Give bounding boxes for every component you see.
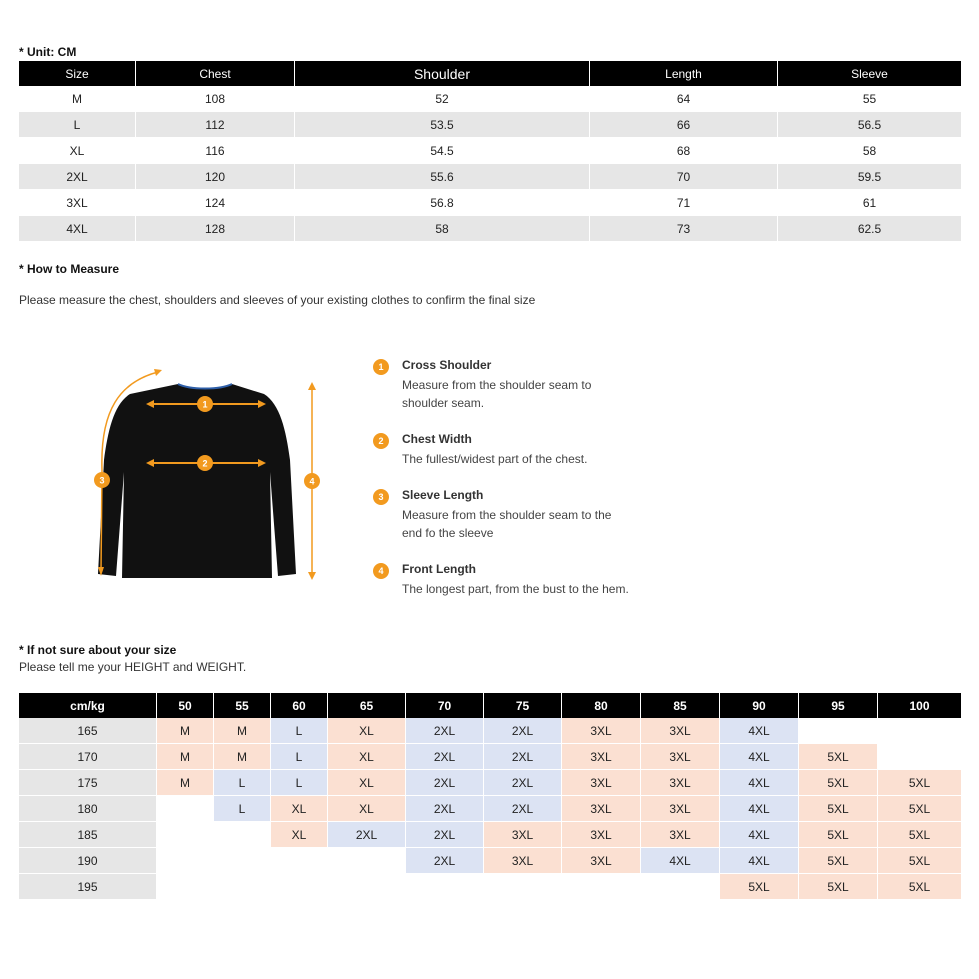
how-to-measure-title: * How to Measure	[19, 262, 120, 276]
size-cell: L	[19, 112, 136, 138]
size-row	[19, 112, 962, 138]
size-cell: M	[19, 86, 136, 112]
weight-header-cell: 95	[799, 693, 878, 718]
column-header-shoulder: Shoulder	[295, 61, 590, 86]
corner-header: cm/kg	[19, 693, 157, 718]
recommended-size-cell: XL	[328, 718, 406, 744]
size-cell: 124	[136, 190, 295, 216]
recommended-size-cell: 3XL	[641, 718, 720, 744]
size-cell: 53.5	[295, 112, 590, 138]
recommended-size-cell: 4XL	[720, 796, 799, 822]
size-cell: 3XL	[19, 190, 136, 216]
recommended-size-cell: 5XL	[799, 770, 878, 796]
recommended-size-cell	[406, 874, 484, 900]
svg-text:1: 1	[202, 399, 208, 410]
recommended-size-cell	[214, 874, 271, 900]
weight-header-cell: 90	[720, 693, 799, 718]
size-cell: 52	[295, 86, 590, 112]
recommended-size-cell: 4XL	[720, 744, 799, 770]
size-cell: 120	[136, 164, 295, 190]
recommended-size-cell: XL	[271, 822, 328, 848]
size-cell: 58	[778, 138, 962, 164]
number-badge: 3	[373, 489, 389, 505]
size-cell: 55.6	[295, 164, 590, 190]
recommended-size-cell: M	[157, 744, 214, 770]
size-row	[19, 86, 962, 112]
legend-description: Measure from the shoulder seam to the end fo the sleeve	[402, 508, 612, 540]
weight-header-cell: 85	[641, 693, 720, 718]
svg-text:3: 3	[99, 475, 105, 486]
recommended-size-cell	[878, 744, 962, 770]
weight-header-row	[19, 693, 962, 718]
recommended-size-cell	[214, 822, 271, 848]
recommended-size-cell: 2XL	[406, 718, 484, 744]
size-cell: 55	[778, 86, 962, 112]
recommended-size-cell: M	[157, 770, 214, 796]
recommended-size-cell: XL	[271, 796, 328, 822]
height-cell: 165	[19, 718, 157, 744]
legend-title: Cross Shoulder	[402, 358, 492, 372]
recommended-size-cell: XL	[328, 770, 406, 796]
number-badge: 4	[373, 563, 389, 579]
recommended-size-cell	[878, 718, 962, 744]
column-header-sleeve: Sleeve	[778, 61, 962, 86]
recommended-size-cell: 5XL	[799, 822, 878, 848]
size-cell: 73	[590, 216, 778, 242]
recommended-size-cell: 5XL	[799, 796, 878, 822]
recommended-size-cell: 4XL	[720, 718, 799, 744]
recommended-size-cell	[271, 874, 328, 900]
recommended-size-cell: M	[214, 744, 271, 770]
number-badge: 2	[373, 433, 389, 449]
size-cell: 58	[295, 216, 590, 242]
diagram-badge-1	[197, 396, 213, 412]
recommended-size-cell: L	[271, 770, 328, 796]
recommended-size-cell: 2XL	[484, 744, 562, 770]
column-header-chest: Chest	[136, 61, 295, 86]
recommended-size-cell	[271, 848, 328, 874]
height-cell: 175	[19, 770, 157, 796]
recommended-size-cell: 3XL	[641, 770, 720, 796]
size-row	[19, 164, 962, 190]
recommended-size-cell: 2XL	[406, 744, 484, 770]
recommended-size-cell: 2XL	[406, 848, 484, 874]
size-cell: 112	[136, 112, 295, 138]
recommended-size-cell: 5XL	[720, 874, 799, 900]
recommended-size-cell: L	[214, 796, 271, 822]
recommended-size-cell: M	[157, 718, 214, 744]
recommended-size-cell: 5XL	[878, 874, 962, 900]
recommended-size-cell: 2XL	[484, 718, 562, 744]
diagram-badge-3	[94, 472, 110, 488]
recommended-size-cell: 2XL	[406, 796, 484, 822]
recommended-size-cell: 3XL	[641, 822, 720, 848]
height-cell: 170	[19, 744, 157, 770]
legend-title: Front Length	[402, 562, 476, 576]
recommended-size-cell: 5XL	[878, 848, 962, 874]
recommended-size-cell: 5XL	[878, 796, 962, 822]
recommended-size-cell: 4XL	[641, 848, 720, 874]
weight-header-cell: 55	[214, 693, 271, 718]
recommended-size-cell	[328, 848, 406, 874]
height-row	[19, 848, 962, 874]
height-row	[19, 874, 962, 900]
recommended-size-cell: L	[271, 744, 328, 770]
diagram-badge-4	[304, 473, 320, 489]
recommended-size-cell: 2XL	[484, 796, 562, 822]
garment-diagram	[80, 360, 340, 600]
recommended-size-cell: XL	[328, 796, 406, 822]
size-row	[19, 138, 962, 164]
size-chart-table	[19, 61, 962, 242]
recommended-size-cell: 3XL	[562, 744, 641, 770]
size-cell: 71	[590, 190, 778, 216]
height-cell: 195	[19, 874, 157, 900]
recommended-size-cell: 3XL	[484, 822, 562, 848]
height-row	[19, 796, 962, 822]
size-cell: 54.5	[295, 138, 590, 164]
height-weight-table	[19, 693, 962, 900]
recommended-size-cell	[484, 874, 562, 900]
recommended-size-cell: M	[214, 718, 271, 744]
recommended-size-cell: 5XL	[878, 770, 962, 796]
size-cell: 4XL	[19, 216, 136, 242]
recommended-size-cell	[157, 874, 214, 900]
recommended-size-cell: 5XL	[799, 874, 878, 900]
measure-instruction: Please measure the chest, shoulders and sleeves of your existing clothes to confirm the final size	[19, 293, 536, 307]
recommended-size-cell	[157, 822, 214, 848]
size-cell: 70	[590, 164, 778, 190]
size-cell: 61	[778, 190, 962, 216]
size-advice-title: * If not sure about your size	[19, 643, 177, 657]
recommended-size-cell	[562, 874, 641, 900]
recommended-size-cell: XL	[328, 744, 406, 770]
recommended-size-cell: 2XL	[484, 770, 562, 796]
recommended-size-cell	[214, 848, 271, 874]
size-cell: 59.5	[778, 164, 962, 190]
column-header-size: Size	[19, 61, 136, 86]
weight-header-cell: 75	[484, 693, 562, 718]
height-row	[19, 718, 962, 744]
recommended-size-cell	[641, 874, 720, 900]
recommended-size-cell: 2XL	[328, 822, 406, 848]
height-cell: 185	[19, 822, 157, 848]
recommended-size-cell: 3XL	[562, 796, 641, 822]
recommended-size-cell: 2XL	[406, 822, 484, 848]
weight-header-cell: 100	[878, 693, 962, 718]
recommended-size-cell: 5XL	[799, 744, 878, 770]
recommended-size-cell: 5XL	[799, 848, 878, 874]
weight-header-cell: 65	[328, 693, 406, 718]
size-cell: 116	[136, 138, 295, 164]
recommended-size-cell	[157, 796, 214, 822]
diagram-badge-2	[197, 455, 213, 471]
recommended-size-cell: 3XL	[562, 848, 641, 874]
recommended-size-cell	[157, 848, 214, 874]
size-cell: 56.8	[295, 190, 590, 216]
recommended-size-cell	[799, 718, 878, 744]
size-cell: 2XL	[19, 164, 136, 190]
height-row	[19, 822, 962, 848]
recommended-size-cell: L	[214, 770, 271, 796]
recommended-size-cell: 3XL	[562, 822, 641, 848]
size-cell: XL	[19, 138, 136, 164]
height-row	[19, 770, 962, 796]
recommended-size-cell: 2XL	[406, 770, 484, 796]
weight-header-cell: 80	[562, 693, 641, 718]
size-cell: 64	[590, 86, 778, 112]
size-cell: 108	[136, 86, 295, 112]
size-chart-header-row	[19, 61, 962, 86]
legend-description: The fullest/widest part of the chest.	[402, 452, 588, 466]
recommended-size-cell: 3XL	[641, 796, 720, 822]
size-cell: 62.5	[778, 216, 962, 242]
recommended-size-cell: 3XL	[641, 744, 720, 770]
legend-title: Chest Width	[402, 432, 472, 446]
height-cell: 190	[19, 848, 157, 874]
size-cell: 128	[136, 216, 295, 242]
svg-text:4: 4	[309, 476, 315, 487]
recommended-size-cell: 3XL	[484, 848, 562, 874]
svg-text:2: 2	[202, 458, 208, 469]
recommended-size-cell: 4XL	[720, 770, 799, 796]
recommended-size-cell: 3XL	[562, 718, 641, 744]
size-row	[19, 216, 962, 242]
size-cell: 56.5	[778, 112, 962, 138]
weight-header-cell: 50	[157, 693, 214, 718]
recommended-size-cell	[328, 874, 406, 900]
recommended-size-cell: 4XL	[720, 822, 799, 848]
legend-title: Sleeve Length	[402, 488, 484, 502]
recommended-size-cell: 4XL	[720, 848, 799, 874]
recommended-size-cell: L	[271, 718, 328, 744]
recommended-size-cell: 5XL	[878, 822, 962, 848]
size-row	[19, 190, 962, 216]
height-cell: 180	[19, 796, 157, 822]
size-cell: 66	[590, 112, 778, 138]
legend-description: The longest part, from the bust to the hem.	[402, 582, 629, 596]
weight-header-cell: 70	[406, 693, 484, 718]
weight-header-cell: 60	[271, 693, 328, 718]
column-header-length: Length	[590, 61, 778, 86]
unit-label: * Unit: CM	[19, 45, 77, 59]
sweater-illustration	[98, 384, 296, 578]
size-cell: 68	[590, 138, 778, 164]
size-advice-subtitle: Please tell me your HEIGHT and WEIGHT.	[19, 660, 247, 674]
recommended-size-cell: 3XL	[562, 770, 641, 796]
legend-description: Measure from the shoulder seam to shoulder seam.	[402, 378, 592, 410]
height-row	[19, 744, 962, 770]
number-badge: 1	[373, 359, 389, 375]
